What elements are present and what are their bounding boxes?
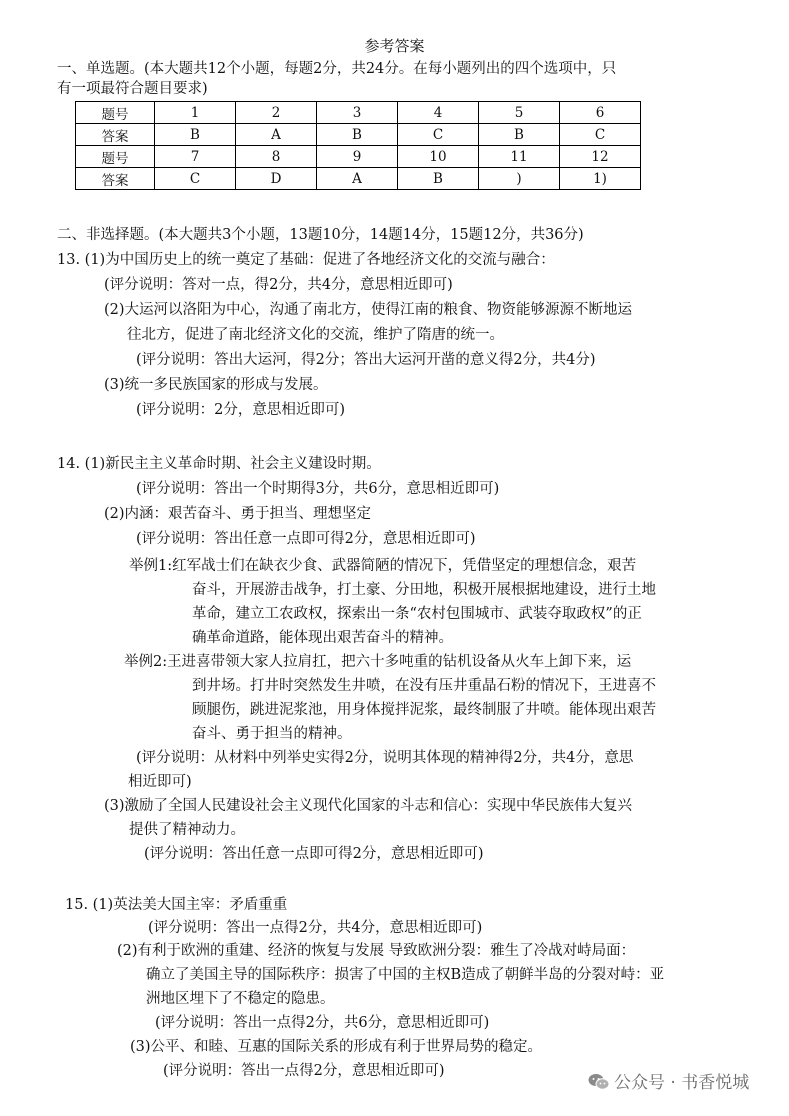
- table-row-header: 题号: [76, 102, 155, 124]
- table-cell: 6: [560, 102, 641, 124]
- answer-table: [75, 101, 641, 190]
- q13-line: (2)大运河以洛阳为中心，沟通了南北方，使得江南的粮食、物资能够源源不断地运: [104, 302, 633, 318]
- q13-line: 往北方，促进了南北经济文化的交流，维护了隋唐的统一。: [127, 327, 504, 343]
- table-cell: B: [155, 124, 236, 146]
- q15-line: 15. (1)英法美大国主宰：矛盾重重: [65, 897, 288, 913]
- table-cell: B: [317, 124, 398, 146]
- table-cell: 1: [155, 102, 236, 124]
- q15-line: (2)有利于欧洲的重建、经济的恢复与发展 导致欧洲分裂：雅生了冷战对峙局面：: [117, 943, 636, 959]
- q14-line: 举例1:红军战士们在缺衣少食、武器简陋的情况下，凭借坚定的理想信念，艰苦: [129, 558, 637, 574]
- table-row: [76, 146, 641, 168]
- wechat-icon: [588, 1073, 610, 1091]
- q14-line: (3)激励了全国人民建设社会主义现代化国家的斗志和信心：实现中华民族伟大复兴: [104, 798, 633, 814]
- table-cell: 10: [398, 146, 479, 168]
- q14-line: 奋斗、勇于担当的精神。: [192, 726, 352, 742]
- table-row: [76, 168, 641, 190]
- q14-line: (2)内涵：艰苦奋斗、勇于担当、理想坚定: [104, 506, 372, 522]
- table-cell: ): [479, 168, 560, 190]
- table-cell: A: [317, 168, 398, 190]
- table-row-header: 答案: [76, 168, 155, 190]
- q13-line: (评分说明：答出大运河，得2分；答出大运河开凿的意义得2分，共4分): [136, 352, 596, 368]
- q14-line: (评分说明：答出一个时期得3分，共6分，意思相近即可): [136, 481, 500, 497]
- table-cell: C: [398, 124, 479, 146]
- q14-line: 顾腿伤，跳进泥浆池，用身体搅拌泥浆，最终制服了井喷。能体现出艰苦: [192, 702, 656, 718]
- table-row: [76, 102, 641, 124]
- table-cell: D: [236, 168, 317, 190]
- section1-line1: 一、单选题。(本大题共12个小题，每题2分，共24分。在每小题列出的四个选项中，只: [57, 61, 617, 77]
- q15-line: (3)公平、和睦、互惠的国际关系的形成有利于世界局势的稳定。: [130, 1039, 543, 1055]
- q15-line: 洲地区埋下了不稳定的隐患。: [146, 991, 335, 1007]
- table-cell: 2: [236, 102, 317, 124]
- table-cell: 1): [560, 168, 641, 190]
- section1-line2: 有一项最符合题目要求): [57, 81, 208, 97]
- q14-line: (评分说明：答出任意一点即可得2分，意思相近即可): [136, 531, 476, 547]
- q13-line: (3)统一多民族国家的形成与发展。: [104, 377, 328, 393]
- q14-line: 到井场。打井时突然发生井喷，在没有压井重晶石粉的情况下，王进喜不: [192, 678, 656, 694]
- q15-line: 确立了美国主导的国际秩序：损害了中国的主权B造成了朝鲜半岛的分裂对峙：亚: [146, 967, 665, 983]
- watermark: [588, 1068, 749, 1093]
- table-row-header: 答案: [76, 124, 155, 146]
- watermark-text: 公众号 · 书香悦城: [614, 1073, 750, 1093]
- table-cell: 3: [317, 102, 398, 124]
- q13-line: (评分说明：2分，意思相近即可): [136, 402, 346, 418]
- q15-line: (评分说明：答出一点得2分，意思相近即可): [163, 1063, 445, 1079]
- q14-line: 举例2:王进喜带领大家人拉肩扛，把六十多吨重的钻机设备从火车上卸下来，运: [124, 654, 632, 670]
- table-cell: C: [155, 168, 236, 190]
- q15-line: (评分说明：答出一点得2分，共4分，意思相近即可): [148, 920, 483, 936]
- page-title: 参考答案: [364, 37, 425, 55]
- q14-line: 奋斗，开展游击战争，打土豪、分田地，积极开展根据地建设，进行土地: [192, 582, 656, 598]
- q14-line: 相近即可): [128, 774, 192, 790]
- table-cell: C: [560, 124, 641, 146]
- table-cell: 9: [317, 146, 398, 168]
- table-row: [76, 124, 641, 146]
- table-cell: 12: [560, 146, 641, 168]
- q14-line: 14. (1)新民主主义革命时期、社会主义建设时期。: [57, 456, 381, 472]
- table-cell: A: [236, 124, 317, 146]
- table-cell: B: [479, 124, 560, 146]
- section2-heading: 二、非选择题。(本大题共3个小题，13题10分，14题14分，15题12分，共36分): [57, 227, 584, 243]
- q15-line: (评分说明：答出一点得2分，共6分，意思相近即可): [155, 1015, 490, 1031]
- q13-line: (评分说明：答对一点，得2分，共4分，意思相近即可): [104, 277, 453, 293]
- q14-line: (评分说明：从材料中列举史实得2分，说明其体现的精神得2分，共4分，意思: [136, 750, 634, 766]
- q14-line: 确革命道路，能体现出艰苦奋斗的精神。: [192, 630, 453, 646]
- table-cell: 8: [236, 146, 317, 168]
- table-cell: 4: [398, 102, 479, 124]
- q13-line: 13. (1)为中国历史上的统一奠定了基础：促进了各地经济文化的交流与融合：: [57, 252, 555, 268]
- table-cell: 5: [479, 102, 560, 124]
- table-cell: 7: [155, 146, 236, 168]
- q14-line: 革命，建立工农政权，探索出一条“农村包围城市、武装夺取政权”的正: [192, 606, 642, 622]
- q14-line: (评分说明：答出任意一点即可得2分，意思相近即可): [144, 846, 484, 862]
- table-cell: 11: [479, 146, 560, 168]
- table-cell: B: [398, 168, 479, 190]
- q14-line: 提供了精神动力。: [129, 822, 245, 838]
- table-row-header: 题号: [76, 146, 155, 168]
